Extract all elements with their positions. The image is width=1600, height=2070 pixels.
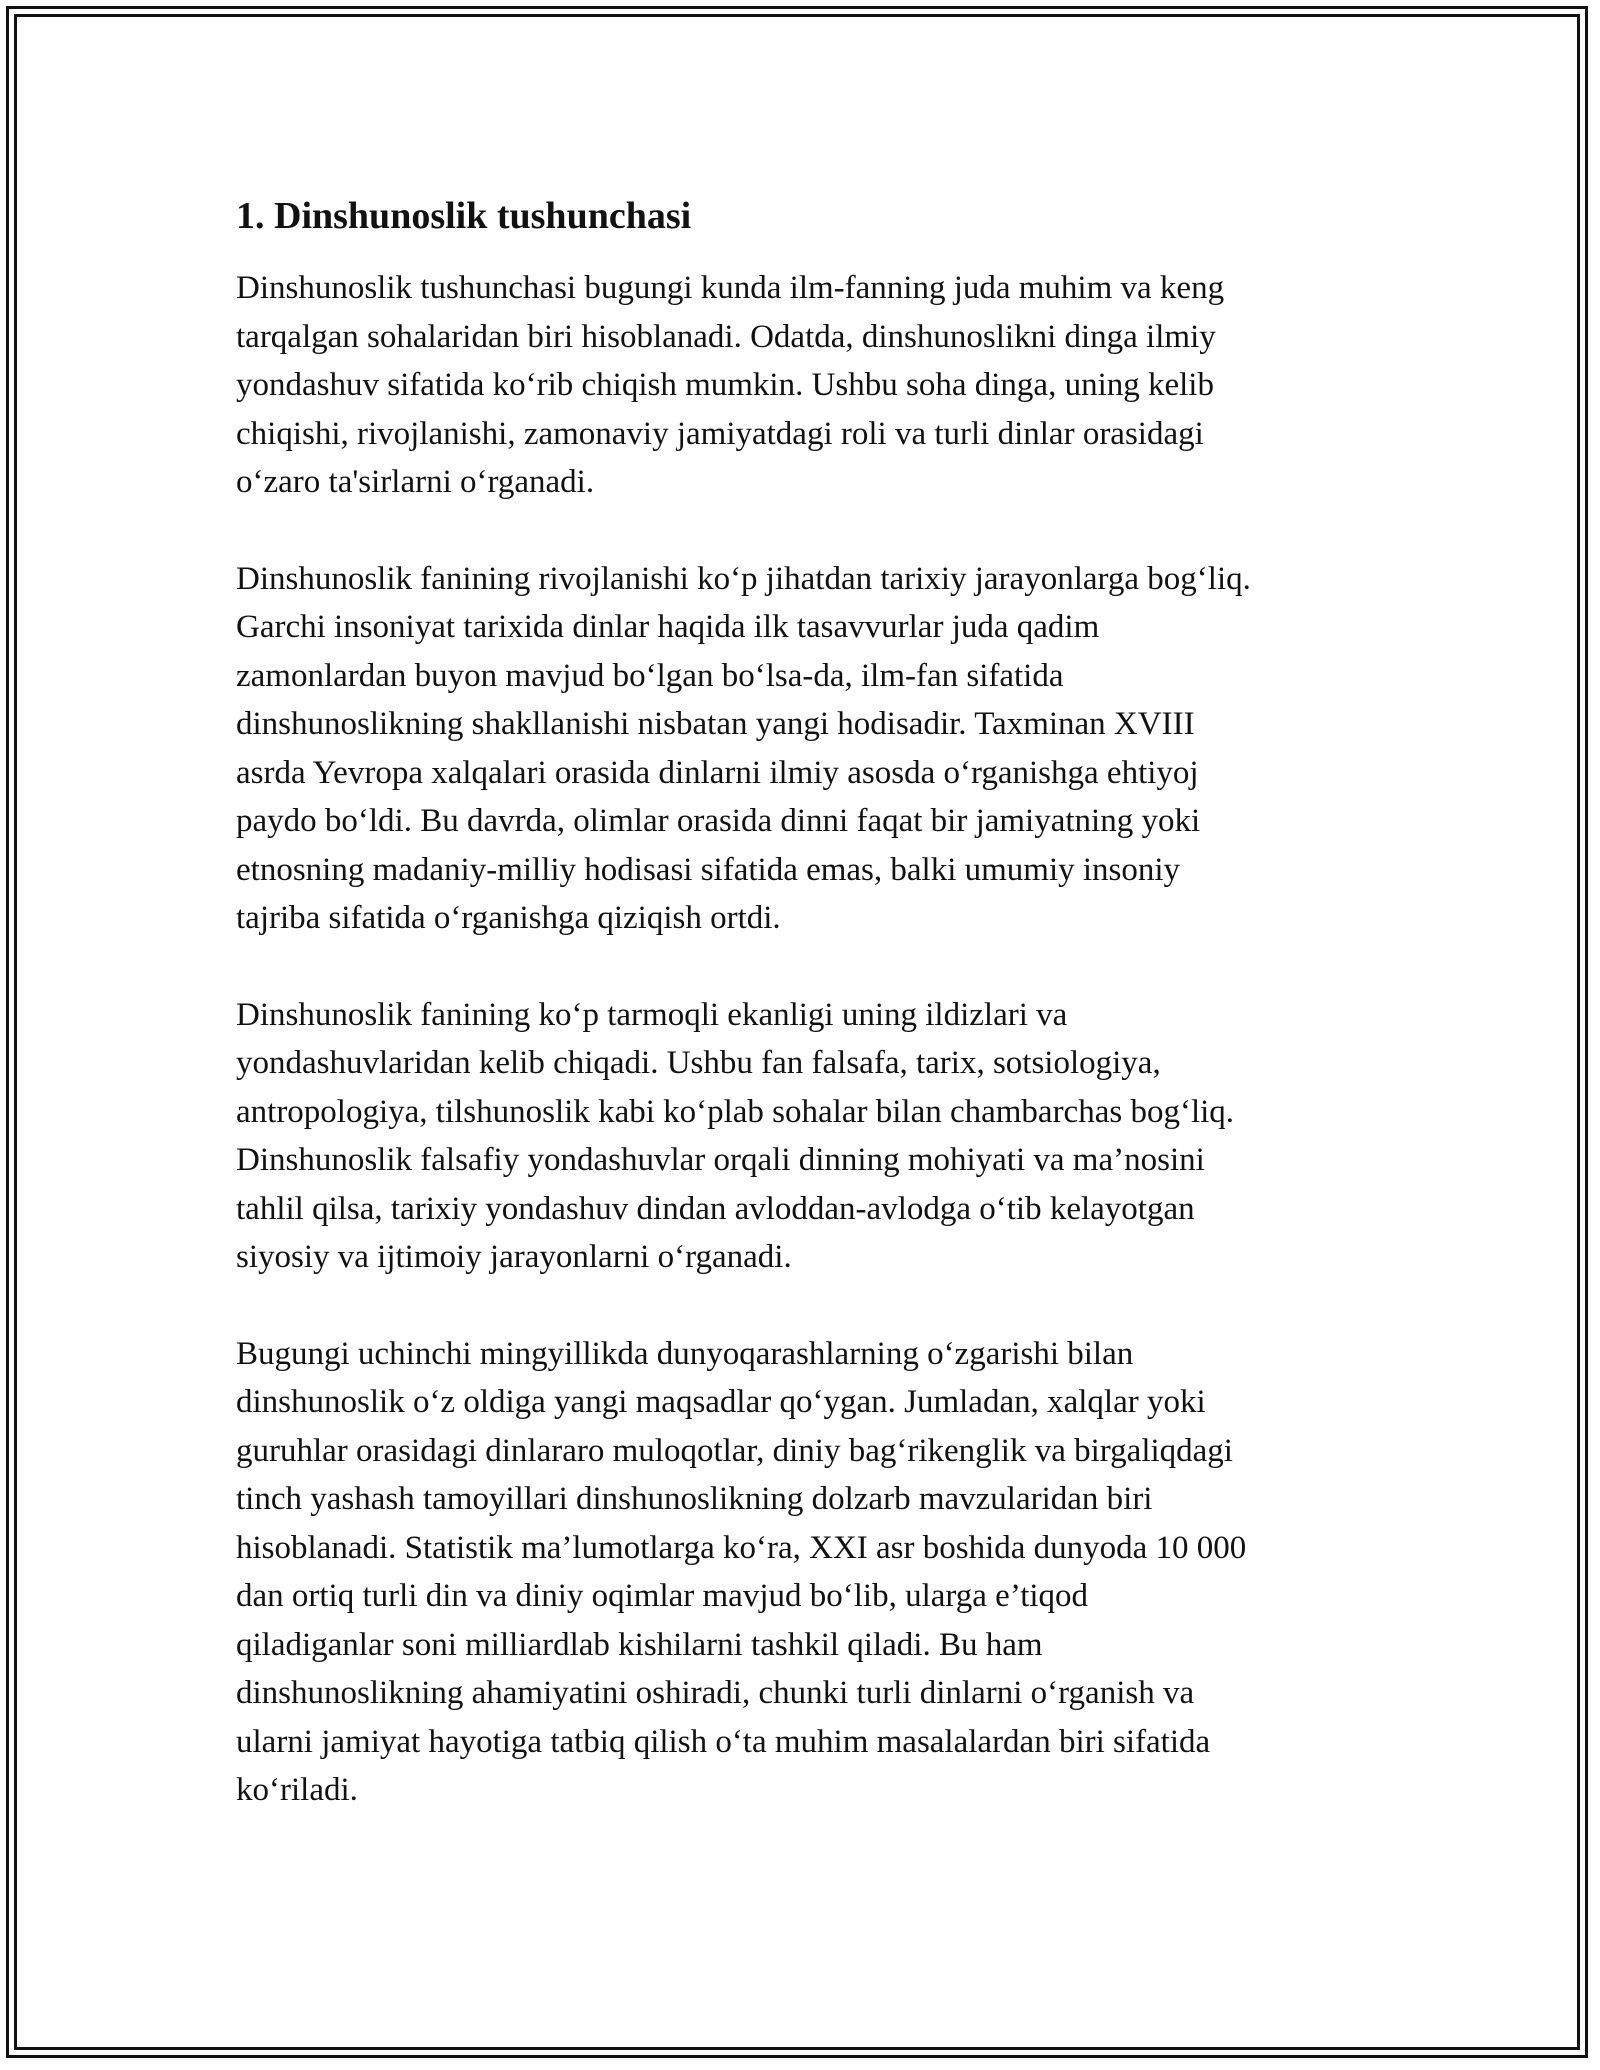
paragraph-line: Dinshunoslik fanining rivojlanishi ko‘p jihatdan tarixiy jarayonlarga bog‘liq. (236, 560, 1251, 597)
paragraph-list (236, 264, 1396, 1815)
paragraph-4 (236, 1330, 1396, 1815)
paragraph-line: dan ortiq turli din va diniy oqimlar mavjud bo‘lib, ularga e’tiqod (236, 1578, 1089, 1614)
paragraph-line: Garchi insoniyat tarixida dinlar haqida ilk tasavvurlar juda qadim (236, 609, 1100, 645)
paragraph-line: ularni jamiyat hayotiga tatbiq qilish o‘ta muhim masalalardan biri sifatida (236, 1723, 1211, 1760)
paragraph-line: yondashuv sifatida ko‘rib chiqish mumkin. Ushbu soha dinga, uning kelib (236, 367, 1214, 403)
paragraph-line: paydo bo‘ldi. Bu davrda, olimlar orasida dinni faqat bir jamiyatning yoki (236, 803, 1201, 839)
paragraph-line: chiqishi, rivojlanishi, zamonaviy jamiyatdagi roli va turli dinlar orasidagi (236, 415, 1204, 452)
paragraph-line: tahlil qilsa, tarixiy yondashuv dindan avloddan-avlodga o‘tib kelayotgan (236, 1190, 1195, 1227)
paragraph-line: o‘zaro ta'sirlarni o‘rganadi. (236, 464, 595, 500)
paragraph-line: antropologiya, tilshunoslik kabi ko‘plab sohalar bilan chambarchas bog‘liq. (236, 1093, 1235, 1130)
paragraph-line: etnosning madaniy-milliy hodisasi sifatida emas, balki umumiy insoniy (236, 851, 1181, 888)
document-body (236, 190, 1396, 1863)
paragraph-line: ko‘riladi. (236, 1772, 358, 1808)
paragraph-line: Dinshunoslik tushunchasi bugungi kunda ilm-fanning juda muhim va keng (236, 270, 1225, 306)
paragraph-line: dinshunoslikning ahamiyatini oshiradi, chunki turli dinlarni o‘rganish va (236, 1675, 1195, 1711)
paragraph-line: siyosiy va ijtimoiy jarayonlarni o‘rganadi. (236, 1239, 792, 1275)
paragraph-1 (236, 264, 1396, 507)
paragraph-line: Dinshunoslik fanining ko‘p tarmoqli ekanligi uning ildizlari va (236, 996, 1068, 1033)
paragraph-line: yondashuvlaridan kelib chiqadi. Ushbu fan falsafa, tarix, sotsiologiya, (236, 1045, 1161, 1081)
paragraph-line: tarqalgan sohalaridan biri hisoblanadi. Odatda, dinshunoslikni dinga ilmiy (236, 318, 1216, 355)
paragraph-line: tinch yashash tamoyillari dinshunoslikning dolzarb mavzularidan biri (236, 1481, 1153, 1517)
paragraph-line: guruhlar orasidagi dinlararo muloqotlar, diniy bag‘rikenglik va birgaliqdagi (236, 1432, 1233, 1469)
paragraph-2 (236, 555, 1396, 943)
paragraph-line: dinshunoslikning shakllanishi nisbatan yangi hodisadir. Taxminan XVIII (236, 706, 1195, 742)
paragraph-line: hisoblanadi. Statistik ma’lumotlarga ko‘ra, XXI asr boshida dunyoda 10 000 (236, 1529, 1247, 1566)
paragraph-line: qiladiganlar soni milliardlab kishilarni tashkil qiladi. Bu ham (236, 1626, 1043, 1663)
paragraph-line: Bugungi uchinchi mingyillikda dunyoqarashlarning o‘zgarishi bilan (236, 1335, 1134, 1372)
section-heading: 1. Dinshunoslik tushunchasi (236, 195, 692, 237)
paragraph-line: tajriba sifatida o‘rganishga qiziqish ortdi. (236, 900, 781, 936)
paragraph-3 (236, 991, 1396, 1282)
paragraph-line: zamonlardan buyon mavjud bo‘lgan bo‘lsa-da, ilm-fan sifatida (236, 657, 1064, 694)
paragraph-line: dinshunoslik o‘z oldiga yangi maqsadlar qo‘ygan. Jumladan, xalqlar yoki (236, 1384, 1206, 1420)
paragraph-line: asrda Yevropa xalqalari orasida dinlarni ilmiy asosda o‘rganishga ehtiyoj (236, 754, 1199, 791)
paragraph-line: Dinshunoslik falsafiy yondashuvlar orqali dinning mohiyati va ma’nosini (236, 1142, 1205, 1178)
